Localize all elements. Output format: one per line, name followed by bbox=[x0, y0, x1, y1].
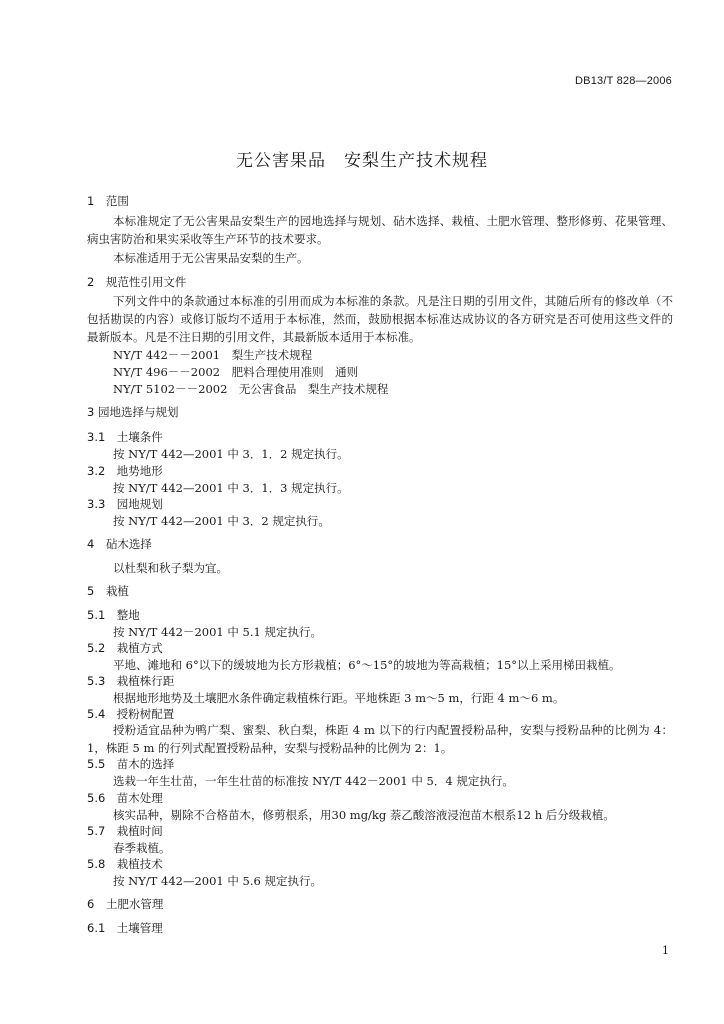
section-5-1-heading: 5.1 整地 bbox=[87, 608, 140, 622]
section-5-2-heading: 5.2 栽植方式 bbox=[87, 641, 163, 655]
section-5-8-text: 按 NY/T 442—2001 中 5.6 规定执行。 bbox=[113, 874, 322, 888]
reference-2: NY/T 496－－2002 肥料合理使用准则 通则 bbox=[113, 365, 359, 379]
reference-3: NY/T 5102－－2002 无公害食品 梨生产技术规程 bbox=[113, 382, 389, 396]
section-5-3-heading: 5.3 栽植株行距 bbox=[87, 674, 175, 688]
section-3-1-text: 按 NY/T 442—2001 中 3．1．2 规定执行。 bbox=[113, 447, 349, 461]
section-6-heading: 6 土肥水管理 bbox=[87, 897, 164, 911]
section-5-6-text: 核实品种，剔除不合格苗木，修剪根系，用30 mg/kg 萘乙酸溶液浸泡苗木根系12 h 后分级栽植。 bbox=[113, 808, 615, 822]
section-5-8-heading: 5.8 栽植技术 bbox=[87, 857, 163, 871]
section-4-text: 以杜梨和秋子梨为宜。 bbox=[113, 561, 228, 575]
section-5-4-text: 授粉适宜品种为鸭广梨、蜜梨、秋白梨，株距 4 m 以下的行内配置授粉品种，安梨与授粉品种的比例为 4：1，株距 5 m 的行列式配置授粉品种，安梨与授粉品种的比例为 2：1。 bbox=[87, 723, 673, 755]
section-5-6-heading: 5.6 苗木处理 bbox=[87, 791, 163, 805]
section-2-paragraph-1: 下列文件中的条款通过本标准的引用而成为本标准的条款。凡是注日期的引用文件，其随后所有的修改单（不包括勘误的内容）或修订版均不适用于本标准，然而，鼓励根据本标准达成协议的各方研究是否可使用这些文件的最新版本。凡是不注日期的引用文件，其最新版本适用于本标准。 bbox=[87, 294, 673, 344]
section-3-2-text: 按 NY/T 442—2001 中 3．1．3 规定执行。 bbox=[113, 481, 349, 495]
section-6-1-heading: 6.1 土壤管理 bbox=[87, 921, 163, 935]
section-3-1-heading: 3.1 土壤条件 bbox=[87, 430, 163, 444]
section-4-heading: 4 砧木选择 bbox=[87, 537, 152, 551]
section-1-paragraph-2: 本标准适用于无公害果品安梨的生产。 bbox=[113, 251, 309, 265]
section-5-5-heading: 5.5 苗木的选择 bbox=[87, 757, 175, 771]
page-title: 无公害果品 安梨生产技术规程 bbox=[236, 151, 488, 171]
section-3-3-text: 按 NY/T 442—2001 中 3．2 规定执行。 bbox=[113, 514, 330, 528]
standard-code: DB13/T 828—2006 bbox=[575, 75, 672, 87]
section-1-heading: 1 范围 bbox=[87, 194, 129, 208]
reference-1: NY/T 442－－2001 梨生产技术规程 bbox=[113, 348, 313, 362]
section-3-3-heading: 3.3 园地规划 bbox=[87, 497, 163, 511]
section-1-paragraph-1: 本标准规定了无公害果品安梨生产的园地选择与规划、砧木选择、栽植、土肥水管理、整形修剪、花果管理、病虫害防治和果实采收等生产环节的技术要求。 bbox=[87, 214, 673, 246]
section-5-3-text: 根据地形地势及土壤肥水条件确定栽植株行距。平地株距 3 m～5 m，行距 4 m～6 m。 bbox=[113, 691, 565, 705]
section-3-2-heading: 3.2 地势地形 bbox=[87, 464, 163, 478]
section-3-heading: 3 园地选择与规划 bbox=[87, 405, 179, 419]
section-5-7-heading: 5.7 栽植时间 bbox=[87, 824, 163, 838]
section-5-2-text: 平地、滩地和 6°以下的缓坡地为长方形栽植；6°～15°的坡地为等高栽植；15°以上采用梯田栽植。 bbox=[113, 658, 621, 672]
section-5-5-text: 选栽一年生壮苗，一年生壮苗的标准按 NY/T 442－2001 中 5．4 规定执行。 bbox=[113, 774, 514, 788]
section-5-7-text: 春季栽植。 bbox=[113, 841, 171, 855]
section-5-4-heading: 5.4 授粉树配置 bbox=[87, 707, 175, 721]
page-number: 1 bbox=[662, 944, 669, 957]
section-5-heading: 5 栽植 bbox=[87, 584, 129, 598]
section-5-1-text: 按 NY/T 442－2001 中 5.1 规定执行。 bbox=[113, 625, 322, 639]
section-2-heading: 2 规范性引用文件 bbox=[87, 275, 187, 289]
